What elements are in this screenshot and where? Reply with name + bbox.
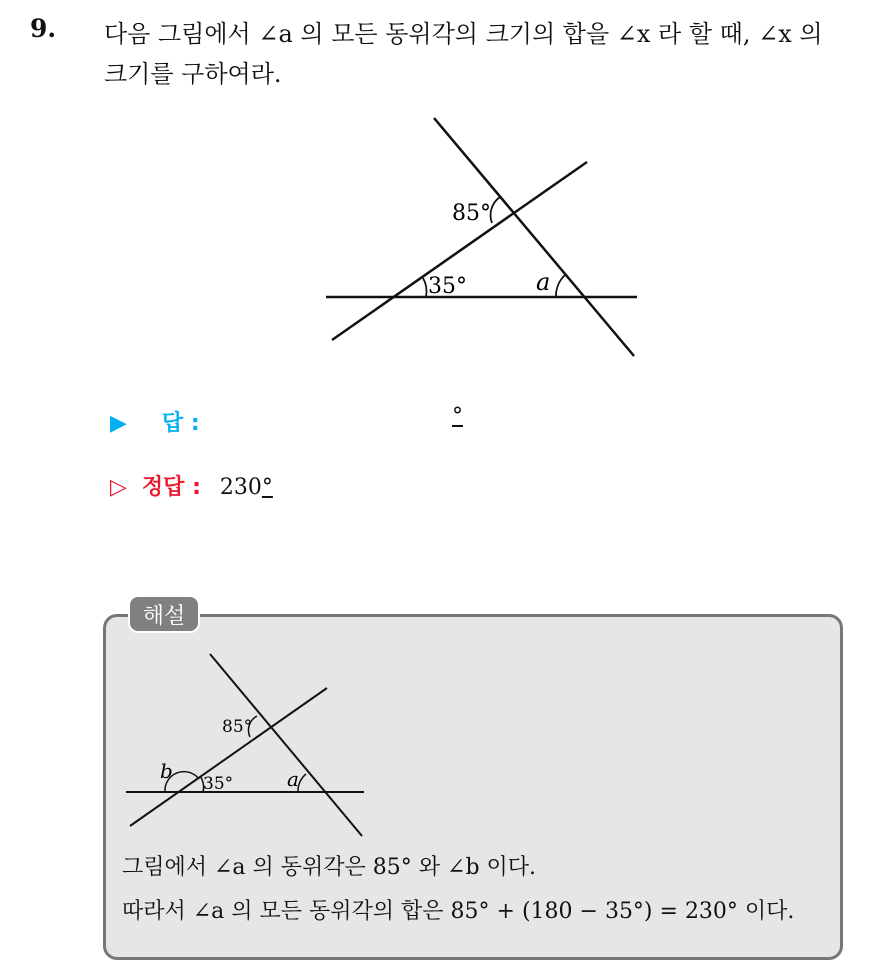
- correct-answer-unit: °: [261, 475, 273, 500]
- correct-marker-icon: ▷: [110, 475, 127, 500]
- sol-arc-a: [298, 774, 306, 792]
- sol-label-a: a: [287, 767, 299, 791]
- question-text-line2: 크기를 구하여라.: [104, 60, 282, 88]
- sol-label-b: b: [160, 759, 173, 783]
- answer-marker-icon: ▶: [110, 411, 127, 436]
- solution-tab: 해설: [128, 595, 200, 633]
- solution-line1: 그림에서 ∠a 의 동위각은 85° 와 ∠b 이다.: [122, 855, 537, 880]
- main-label-85: 85°: [452, 201, 491, 226]
- answer-label: 답 :: [161, 411, 200, 436]
- solution-line2: 따라서 ∠a 의 모든 동위각의 합은 85° + (180 − 35°) = 230° 이다.: [122, 899, 795, 924]
- main-label-a: a: [536, 268, 551, 296]
- main-label-35: 35°: [428, 274, 467, 299]
- correct-answer-value: 230: [219, 475, 262, 500]
- question-text-line1: 다음 그림에서 ∠a 의 모든 동위각의 크기의 합을 ∠x 라 할 때, ∠x 의: [104, 20, 823, 48]
- sol-rising-line: [130, 688, 327, 826]
- answer-blank-unit[interactable]: °: [452, 404, 463, 429]
- sol-label-35: 35°: [203, 774, 234, 794]
- sol-label-85: 85°: [222, 717, 253, 737]
- sol-falling-line: [210, 654, 362, 836]
- question-number: 9.: [30, 14, 57, 43]
- correct-answer-label: 정답 :: [141, 475, 201, 500]
